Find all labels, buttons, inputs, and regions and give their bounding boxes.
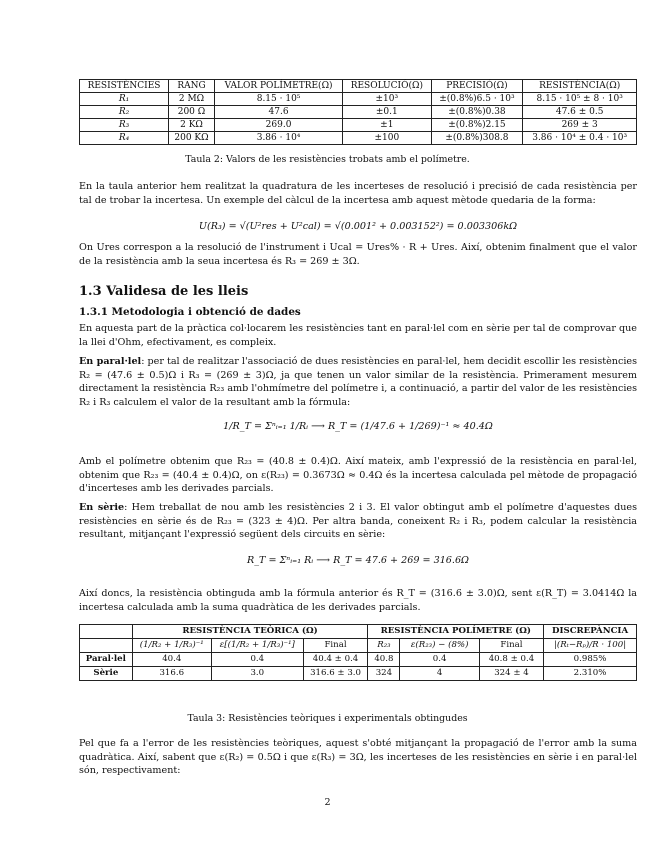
table-cell: 40.8 ± 0.4 [479,653,543,667]
table-cell: 47.6 [214,106,342,119]
paragraph-parallel-result: Amb el polímetre obtenim que R₂₃ = (40.8 ± 0.4)Ω. Així mateix, amb l'expressió de la resistència en paral·lel, obtenim que R₂₃ = (40.4 ± 0.4)Ω, on ε(R₂₃) = 0.3673Ω ≈ 0.4Ω és la incertesa calculada pel mètode de propagació d'incerteses amb les derivades parcials. [79,456,637,495]
table-cell: 2 MΩ [169,93,215,106]
parallel-lead: En paral·lel [79,356,142,367]
table-corner [80,625,133,639]
table-cell: 200 KΩ [169,132,215,145]
table-cell: 200 Ω [169,106,215,119]
table-row [80,106,637,119]
table-cell: 47.6 ± 0.5 [523,106,637,119]
table-cell: R₃ [80,119,169,132]
resistance-values-table [79,79,637,145]
table-group-row [80,625,637,639]
theoretical-vs-experimental-table [79,624,637,681]
series-text: : Hem treballat de nou amb les resistències 2 i 3. El valor obtingut amb el polímetre d'aquestes dues resistències en sèrie és de R₂₃ = (323 ± 4)Ω. Per altra banda, coneixent R₂ i R₃, podem calcular la resistència resultant, mitjançant l'expressió següent dels circuits en sèrie: [79,502,637,541]
subheader: ε(R₂₃) − (8%) [400,639,479,653]
table-cell: 3.86 · 10⁴ ± 0.4 · 10³ [523,132,637,145]
table3-caption: Taula 3: Resistències teòriques i experimentals obtingudes [187,713,468,724]
section-heading: 1.3 Validesa de les lleis [79,284,249,299]
table-cell: 40.4 [132,653,211,667]
table-cell: 0.4 [211,653,303,667]
table-header: RANG [169,80,215,93]
table-cell: 4 [400,667,479,681]
table-row [80,119,637,132]
parallel-text: : per tal de realitzar l'associació de dues resistències en paral·lel, hem decidit escollir les resistències R₂ = (47.6 ± 0.5)Ω i R₃ = (269 ± 3)Ω, ja que tenen un valor similar de la resistència. Primerament mesurem directament la resistència R₂₃ amb l'ohmímetre del polímetre i, a continuació, a partir del valor de les resistències R₂ i R₃ calculem el valor de la resultant amb la fórmula: [79,356,637,408]
table-cell: R₂ [80,106,169,119]
table-cell: 269.0 [214,119,342,132]
group-theoretical: RESISTÈNCIA TEÒRICA (Ω) [132,625,368,639]
paragraph-intro: En aquesta part de la pràctica col·locarem les resistències tant en paral·lel com en sèrie per tal de comprovar que la llei d'Ohm, efectivament, es compleix. [79,323,637,348]
table-cell: ±(0.8%)0.38 [431,106,523,119]
table-cell: ±0.1 [343,106,431,119]
row-label: Sèrie [80,667,133,681]
table-cell: 2.310% [544,667,637,681]
series-lead: En sèrie [79,502,125,513]
table-cell: R₁ [80,93,169,106]
table-cell: ±10³ [343,93,431,106]
table-cell: 40.4 ± 0.4 [303,653,368,667]
table-header: VALOR POLÍMETRE(Ω) [214,80,342,93]
table-cell: 8.15 · 10⁵ ± 8 · 10³ [523,93,637,106]
table-cell: 316.6 [132,667,211,681]
subheader: Final [479,639,543,653]
table-header: PRECISIÓ(Ω) [431,80,523,93]
formula-parallel: 1/R_T = Σⁿᵢ₌₁ 1/Rᵢ ⟶ R_T = (1/47.6 + 1/269)⁻¹ ≈ 40.4Ω [223,421,493,432]
subheader: |(Rₜ−Rₚ)/R · 100| [544,639,637,653]
table-cell: ±(0.8%)308.8 [431,132,523,145]
table-header: RESISTÈNCIES [80,80,169,93]
table-cell: 2 KΩ [169,119,215,132]
subheader: (1/R₂ + 1/R₃)⁻¹ [132,639,211,653]
subheader: ε[(1/R₂ + 1/R₃)⁻¹] [211,639,303,653]
table-row [80,93,637,106]
table-header: RESISTÈNCIA(Ω) [523,80,637,93]
table-cell: 316.6 ± 3.0 [303,667,368,681]
table-row [80,667,637,681]
paragraph-parallel [79,355,637,409]
group-discrepancy: DISCREPÀNCIA [544,625,637,639]
table-cell: 269 ± 3 [523,119,637,132]
table-cell: ±(0.8%)6.5 · 10³ [431,93,523,106]
formula-uncertainty: U(R₃) = √(U²res + U²cal) = √(0.001² + 0.003152²) = 0.003306kΩ [198,221,518,232]
table-cell: 3.0 [211,667,303,681]
paragraph-series [79,501,637,542]
table-corner [80,639,133,653]
table-cell: R₄ [80,132,169,145]
paragraph-quadrature: En la taula anterior hem realitzat la quadratura de les incerteses de resolució i precisió de cada resistència per tal de trobar la incertesa. Un exemple del càlcul de la incertesa amb aquest mètode quedaria de la forma: [79,181,637,206]
paragraph-resolution: On Ures correspon a la resolució de l'instrument i Ucal = Ures% · R + Ures. Així, obtenim finalment que el valor de la resistència amb la seua incertesa és R₃ = 269 ± 3Ω. [79,242,637,267]
table-cell: 0.985% [544,653,637,667]
paragraph-series-result: Així doncs, la resistència obtinguda amb la fórmula anterior és R_T = (316.6 ± 3.0)Ω, sent ε(R_T) = 3.0414Ω la incertesa calculada amb la suma quadràtica de les derivades parcials. [79,588,637,613]
page-number: 2 [324,797,331,808]
table-cell: 3.86 · 10⁴ [214,132,342,145]
table-cell: ±100 [343,132,431,145]
table-cell: 8.15 · 10⁵ [214,93,342,106]
table-cell: 324 [368,667,400,681]
table-subheader-row [80,639,637,653]
table2-caption: Taula 2: Valors de les resistències trobats amb el polímetre. [185,154,470,165]
table-cell: 0.4 [400,653,479,667]
group-polimetre: RESISTÈNCIA POLÍMETRE (Ω) [368,625,544,639]
table-cell: 40.8 [368,653,400,667]
table-row [80,132,637,145]
subheader: R₂₃ [368,639,400,653]
table-row [80,653,637,667]
subsection-heading: 1.3.1 Metodologia i obtenció de dades [79,306,301,318]
table-header-row [80,80,637,93]
table-cell: 324 ± 4 [479,667,543,681]
table-cell: ±(0.8%)2.15 [431,119,523,132]
paragraph-error-propagation: Pel que fa a l'error de les resistències teòriques, aquest s'obté mitjançant la propagació de l'error amb la suma quadràtica. Així, sabent que ε(R₂) = 0.5Ω i que ε(R₃) = 3Ω, les incerteses de les resistències en sèrie i en paral·lel són, respectivament: [79,738,637,777]
formula-series: R_T = Σⁿᵢ₌₁ Rᵢ ⟶ R_T = 47.6 + 269 = 316.6Ω [246,555,470,566]
table-header: RESOLUCIÓ(Ω) [343,80,431,93]
table-cell: ±1 [343,119,431,132]
row-label: Paral·lel [80,653,133,667]
subheader: Final [303,639,368,653]
